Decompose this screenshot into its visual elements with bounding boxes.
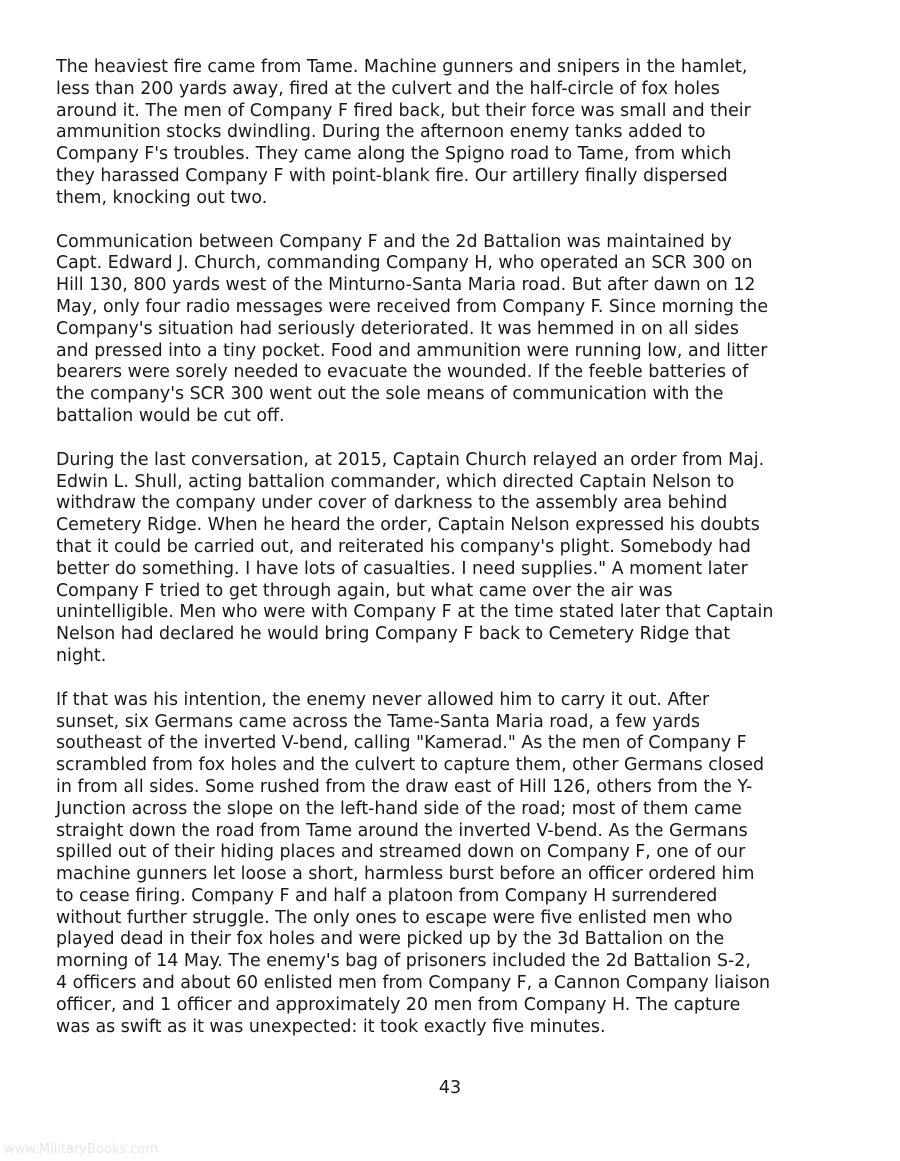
paragraph — [56, 450, 856, 668]
text-line: less than 200 yards away, fired at the culvert and the half-circle of fox holes — [56, 78, 720, 99]
text-line: was as swift as it was unexpected: it took exactly five minutes. — [56, 1016, 606, 1037]
text-line: officer, and 1 officer and approximately 20 men from Company H. The capture — [56, 994, 741, 1015]
text-line: without further struggle. The only ones to escape were five enlisted men who — [56, 907, 733, 928]
text-line: withdraw the company under cover of darkness to the assembly area behind — [56, 493, 728, 514]
text-line: the company's SCR 300 went out the sole means of communication with the — [56, 384, 724, 405]
text-line: Nelson had declared he would bring Company F back to Cemetery Ridge that — [56, 624, 731, 645]
text-line: ammunition stocks dwindling. During the afternoon enemy tanks added to — [56, 122, 706, 143]
body-text — [56, 57, 856, 1060]
text-line: May, only four radio messages were received from Company F. Since morning the — [56, 296, 769, 317]
text-line: spilled out of their hiding places and streamed down on Company F, one of our — [56, 842, 746, 863]
text-line: machine gunners let loose a short, harmless burst before an officer ordered him — [56, 864, 755, 885]
text-line: Company F tried to get through again, but what came over the air was — [56, 580, 673, 601]
text-line: Company's situation had seriously deteriorated. It was hemmed in on all sides — [56, 318, 739, 339]
text-line: in from all sides. Some rushed from the draw east of Hill 126, others from the Y- — [56, 776, 753, 797]
text-line: battalion would be cut off. — [56, 405, 285, 426]
text-line: If that was his intention, the enemy never allowed him to carry it out. After — [56, 689, 710, 710]
text-line: The heaviest fire came from Tame. Machine gunners and snipers in the hamlet, — [56, 57, 748, 77]
text-line: Cemetery Ridge. When he heard the order, Captain Nelson expressed his doubts — [56, 515, 760, 536]
text-line: Hill 130, 800 yards west of the Minturno-Santa Maria road. But after dawn on 12 — [56, 275, 756, 296]
text-line: Company F's troubles. They came along the Spigno road to Tame, from which — [56, 144, 732, 165]
text-line: Edwin L. Shull, acting battalion commander, which directed Captain Nelson to — [56, 471, 735, 492]
text-line: played dead in their fox holes and were picked up by the 3d Battalion on the — [56, 929, 725, 950]
text-line: unintelligible. Men who were with Company F at the time stated later that Captain — [56, 602, 774, 623]
text-line: Capt. Edward J. Church, commanding Company H, who operated an SCR 300 on — [56, 253, 753, 274]
text-line: Communication between Company F and the 2d Battalion was maintained by — [56, 231, 732, 252]
watermark: www.MilitaryBooks.com — [4, 1142, 159, 1157]
text-line: 4 officers and about 60 enlisted men from Company F, a Cannon Company liaison — [56, 973, 771, 994]
text-line: and pressed into a tiny pocket. Food and ammunition were running low, and litter — [56, 340, 768, 361]
paragraph — [56, 690, 856, 1039]
text-line: morning of 14 May. The enemy's bag of prisoners included the 2d Battalion S-2, — [56, 951, 751, 972]
paragraph — [56, 232, 856, 428]
text-line: southeast of the inverted V-bend, calling "Kamerad." As the men of Company F — [56, 733, 747, 754]
text-line: straight down the road from Tame around the inverted V-bend. As the Germans — [56, 820, 748, 841]
text-line: they harassed Company F with point-blank fire. Our artillery finally dispersed — [56, 165, 728, 186]
text-line: scrambled from fox holes and the culvert to capture them, other Germans closed — [56, 755, 765, 776]
text-line: them, knocking out two. — [56, 187, 268, 208]
paragraph — [56, 57, 856, 210]
text-line: better do something. I have lots of casualties. I need supplies." A moment later — [56, 558, 748, 579]
text-line: sunset, six Germans came across the Tame-Santa Maria road, a few yards — [56, 711, 701, 732]
text-line: that it could be carried out, and reiterated his company's plight. Somebody had — [56, 536, 751, 557]
text-line: During the last conversation, at 2015, Captain Church relayed an order from Maj. — [56, 449, 765, 470]
text-line: Junction across the slope on the left-hand side of the road; most of them came — [56, 798, 742, 819]
text-line: to cease firing. Company F and half a platoon from Company H surrendered — [56, 885, 718, 906]
text-line: night. — [56, 645, 107, 666]
text-line: bearers were sorely needed to evacuate the wounded. If the feeble batteries of — [56, 362, 749, 383]
text-line: around it. The men of Company F fired back, but their force was small and their — [56, 100, 751, 121]
page-number: 43 — [438, 1078, 462, 1098]
